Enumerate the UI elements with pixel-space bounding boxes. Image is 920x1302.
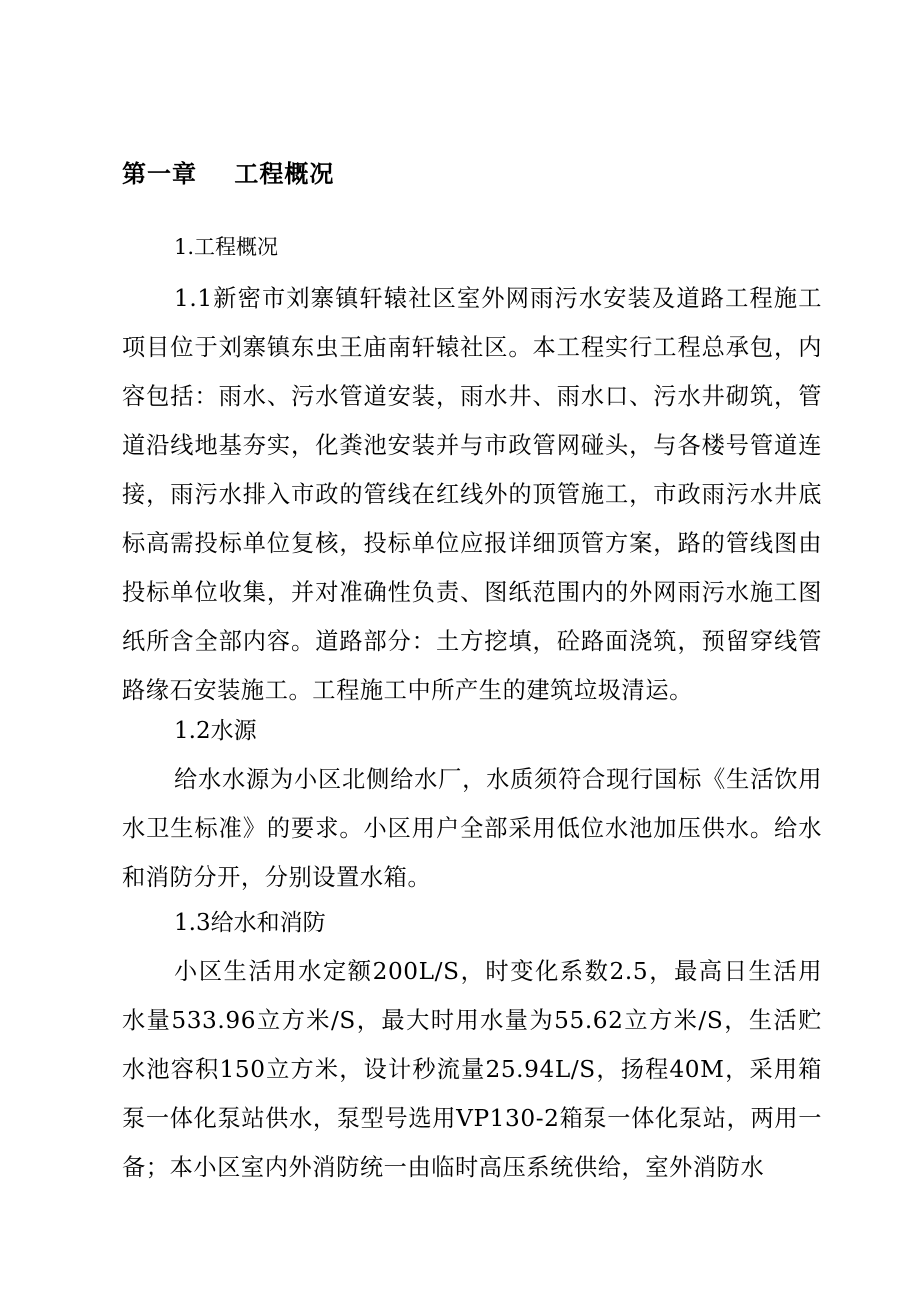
section-heading-overview: 1.工程概况 (174, 235, 279, 259)
paragraph-water-source: 给水水源为小区北侧给水厂，水质须符合现行国标《生活饮用水卫生标准》的要求。小区用户全部采用低位水池加压供水。给水和消防分开，分别设置水箱。 (122, 766, 822, 891)
section-heading-water-supply-fire: 1.3给水和消防 (174, 910, 326, 936)
paragraph-water-supply-fire: 小区生活用水定额200L/S，时变化系数2.5，最高日生活用水量533.96立方米/S，最大时用水量为55.62立方米/S，生活贮水池容积150立方米，设计秒流量25.94L/S，扬程40M，采用箱泵一体化泵站供水，泵型号选用VP130-2箱泵一体化泵站，两用一备；本小区室内外消防统一由临时高压系统供给，室外消防水 (122, 958, 822, 1181)
chapter-title: 第一章 工程概况 (122, 159, 335, 188)
paragraph-project-overview: 1.1新密市刘寨镇轩辕社区室外网雨污水安装及道路工程施工项目位于刘寨镇东虫王庙南轩辕社区。本工程实行工程总承包，内容包括：雨水、污水管道安装，雨水井、雨水口、污水井砌筑，管道沿线地基夯实，化粪池安装并与市政管网碰头，与各楼号管道连接，雨污水排入市政的管线在红线外的顶管施工，市政雨污水井底标高需投标单位复核，投标单位应报详细顶管方案，路的管线图由投标单位收集，并对准确性负责、图纸范围内的外网雨污水施工图纸所含全部内容。道路部分：土方挖填，砼路面浇筑，预留穿线管路缘石安装施工。工程施工中所产生的建筑垃圾清运。 (122, 285, 822, 704)
section-heading-water-source: 1.2水源 (174, 718, 257, 744)
